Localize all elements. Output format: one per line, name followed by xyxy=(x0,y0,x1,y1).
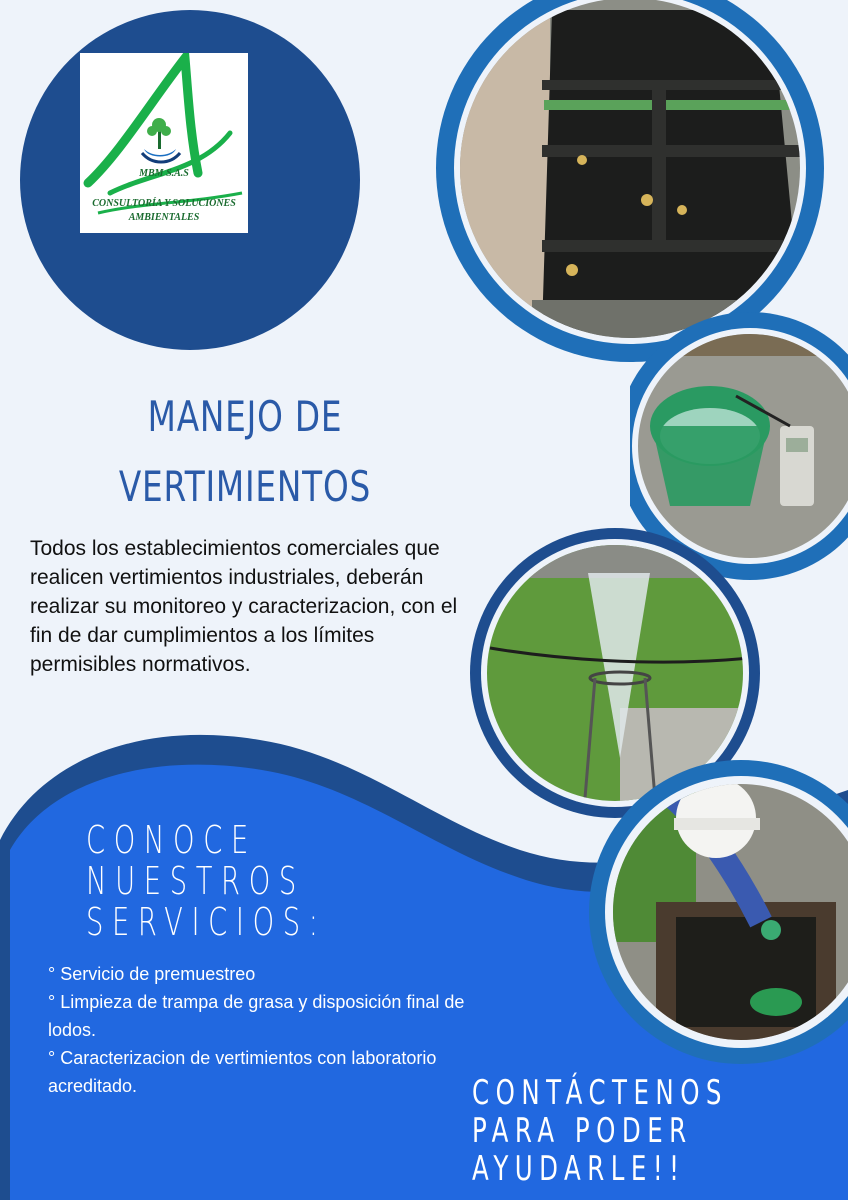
page-title-line1: MANEJO DE xyxy=(147,392,343,441)
contact-line2: PARA PODER xyxy=(472,1111,693,1151)
photo-worker-sampling xyxy=(586,752,848,1072)
contact-line3: AYUDARLE!! xyxy=(472,1149,686,1189)
list-item: ° Caracterizacion de vertimientos con laboratorio acreditado. xyxy=(48,1048,437,1096)
services-heading-line1: CONOCE xyxy=(86,818,257,862)
logo-tagline-line2: AMBIENTALES xyxy=(128,212,200,223)
services-list xyxy=(48,960,488,1100)
list-item: ° Servicio de premuestreo xyxy=(48,964,256,984)
page-title-line2: VERTIMIENTOS xyxy=(118,462,372,511)
company-logo xyxy=(80,53,248,233)
logo-company-name: MBM S.A.S xyxy=(139,168,189,179)
intro-paragraph: Todos los establecimientos comerciales que realicen vertimientos industriales, deberán realizar su monitoreo y caracterizacion, con el fin de dar cumplimientos a los límites permisibles normativos. xyxy=(30,537,458,676)
services-heading-line2: NUESTROS xyxy=(86,859,305,903)
logo-tagline-line1: CONSULTORÍA Y SOLUCIONES xyxy=(92,198,236,209)
services-heading-line3: SERVICIOS: xyxy=(86,900,327,944)
contact-line1: CONTÁCTENOS xyxy=(472,1073,728,1113)
list-item: ° Limpieza de trampa de grasa y disposición final de lodos. xyxy=(48,992,465,1040)
